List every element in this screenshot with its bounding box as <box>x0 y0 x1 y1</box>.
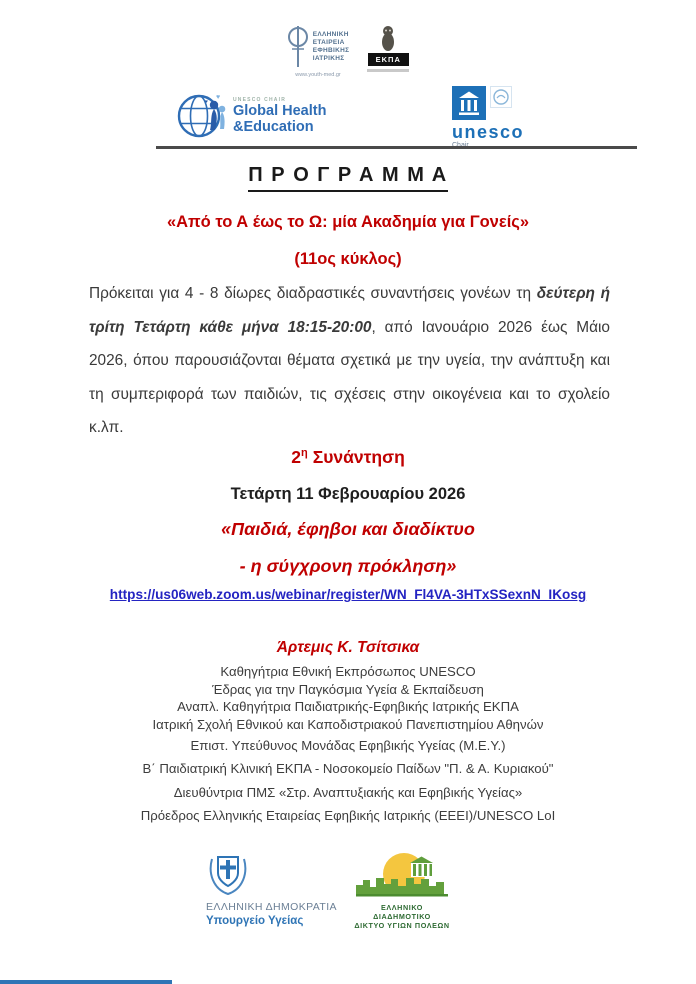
session-topic-line1: «Παιδιά, έφηβοι και διαδίκτυο <box>221 519 475 539</box>
session-number: 2 <box>291 447 301 467</box>
ekpa-logo <box>367 25 409 72</box>
unesco-wordmark: unesco <box>452 122 525 142</box>
zoom-registration-link[interactable]: https://us06web.zoom.us/webinar/register/WN_Fl4VA-3HTxSSexnN_IKosg <box>109 587 587 602</box>
credential-line: Πρόεδρος Ελληνικής Εταιρείας Εφηβικής Ιατρικής (ΕΕΕΙ)/UNESCO LoI <box>140 808 556 824</box>
registration-link-row <box>0 586 696 604</box>
description-schedule-bold: δεύτερη ή τρίτη Τετάρτη κάθε μήνα 18:15-20:00 <box>89 285 610 336</box>
hellenic-society-adolescent-medicine-logo <box>287 24 350 78</box>
healthy-cities-icon <box>354 849 450 903</box>
description-part2: , από Ιανουάριο 2026 έως Μάιο 2026, όπου παρουσιάζονται θέματα σχετικά με την υγεία, την ανάπτυξη και τη συμπεριφορά των παιδιών, τις σχέσεις στην οικογένεια και το σχολείο κ.λπ. <box>89 318 610 436</box>
credential-line: Αναπλ. Καθηγήτρια Παιδιατρικής-Εφηβικής Ιατρικής ΕΚΠΑ <box>177 699 519 715</box>
global-health-education-text <box>233 97 326 135</box>
network-line2: ΔΙΚΤΥΟ ΥΓΙΩΝ ΠΟΛΕΩΝ <box>354 921 450 930</box>
credential-line: Β΄ Παιδιατρική Κλινική ΕΚΠΑ - Νοσοκομείο Παίδων "Π. & Α. Κυριακού" <box>142 761 554 777</box>
ministry-line1: ΕΛΛΗΝΙΚΗ ΔΗΜΟΚΡΑΤΙΑ <box>206 901 337 913</box>
ministry-line2: Υπουργείο Υγείας <box>206 915 304 927</box>
page-edge-line <box>0 980 172 984</box>
network-line1: ΕΛΛΗΝΙΚΟ ΔΙΑΔΗΜΟΤΙΚΟ <box>373 903 431 921</box>
title-row <box>0 164 696 192</box>
description-part1: Πρόκειται για 4 - 8 δίωρες διαδραστικές συναντήσεις γονέων τη <box>89 285 537 302</box>
unesco-temple-icon <box>452 86 486 120</box>
program-description <box>89 277 610 445</box>
unesco-chair-logo <box>452 86 524 149</box>
credential-line: Καθηγήτρια Εθνική Εκπρόσωπος UNESCO <box>220 664 476 679</box>
page-title: Π Ρ Ο Γ Ρ Α Μ Μ Α <box>248 164 447 192</box>
society-name-line4: ΙΑΤΡΙΚΗΣ <box>312 55 345 62</box>
global-health-line: Global Health <box>233 103 327 119</box>
session-heading <box>0 447 696 468</box>
svg-text:♥: ♥ <box>216 94 221 101</box>
society-name-line1: ΕΛΛΗΝΙΚΗ <box>312 31 349 38</box>
unesco-chair-small-label: UNESCO CHAIR <box>233 97 287 103</box>
society-name-line3: ΕΦΗΒΙΚΗΣ <box>312 47 350 54</box>
society-url: www.youth-med.gr <box>295 72 341 78</box>
header-separator-line <box>156 146 637 149</box>
credential-line: Επιστ. Υπεύθυνος Μονάδας Εφηβικής Υγείας (Μ.Ε.Υ.) <box>190 738 506 753</box>
ekpa-label: ΕΚΠΑ <box>368 53 409 66</box>
program-heading: «Από το Α έως το Ω: μία Ακαδημία για Γονείς» <box>166 213 530 231</box>
unesco-logo-squares <box>452 86 512 120</box>
global-health-education-logo <box>176 90 326 142</box>
speaker-credentials-bottom <box>0 739 696 833</box>
svg-text:♥: ♥ <box>205 99 208 105</box>
header-logos-top <box>0 24 696 78</box>
education-line: &Education <box>233 119 314 135</box>
globe-icon <box>176 90 228 142</box>
ministry-of-health-logo <box>206 851 337 927</box>
ekpa-athena-icon <box>378 25 398 51</box>
ekpa-subtext-placeholder <box>367 69 409 72</box>
society-logo-row <box>287 24 350 70</box>
session-label: Συνάντηση <box>312 447 405 467</box>
healthy-cities-network-logo <box>352 849 452 930</box>
society-name <box>313 31 350 63</box>
coat-of-arms-icon <box>206 851 250 897</box>
program-cycle: (11ος κύκλος) <box>294 250 402 268</box>
speaker-credentials-top <box>0 663 696 733</box>
credential-line: Ιατρική Σχολή Εθνικού και Καποδιστριακού Πανεπιστημίου Αθηνών <box>152 716 544 732</box>
session-topic-line2: - η σύγχρονη πρόκληση» <box>239 556 457 576</box>
credential-line: Διευθύντρια ΠΜΣ «Στρ. Αναπτυξιακής και Εφηβικής Υγείας» <box>173 784 523 800</box>
session-ordinal: η <box>300 447 308 460</box>
society-name-line2: ΕΤΑΙΡΕΙΑ <box>312 39 345 46</box>
unesco-chair-emblem-icon <box>490 86 512 108</box>
caduceus-icon <box>287 24 309 70</box>
credential-line: Έδρας για την Παγκόσμια Υγεία & Εκπαίδευση <box>212 681 484 697</box>
session-date: Τετάρτη 11 Φεβρουαρίου 2026 <box>230 485 466 503</box>
speaker-name: Άρτεμις Κ. Τσίτσικα <box>276 639 420 656</box>
